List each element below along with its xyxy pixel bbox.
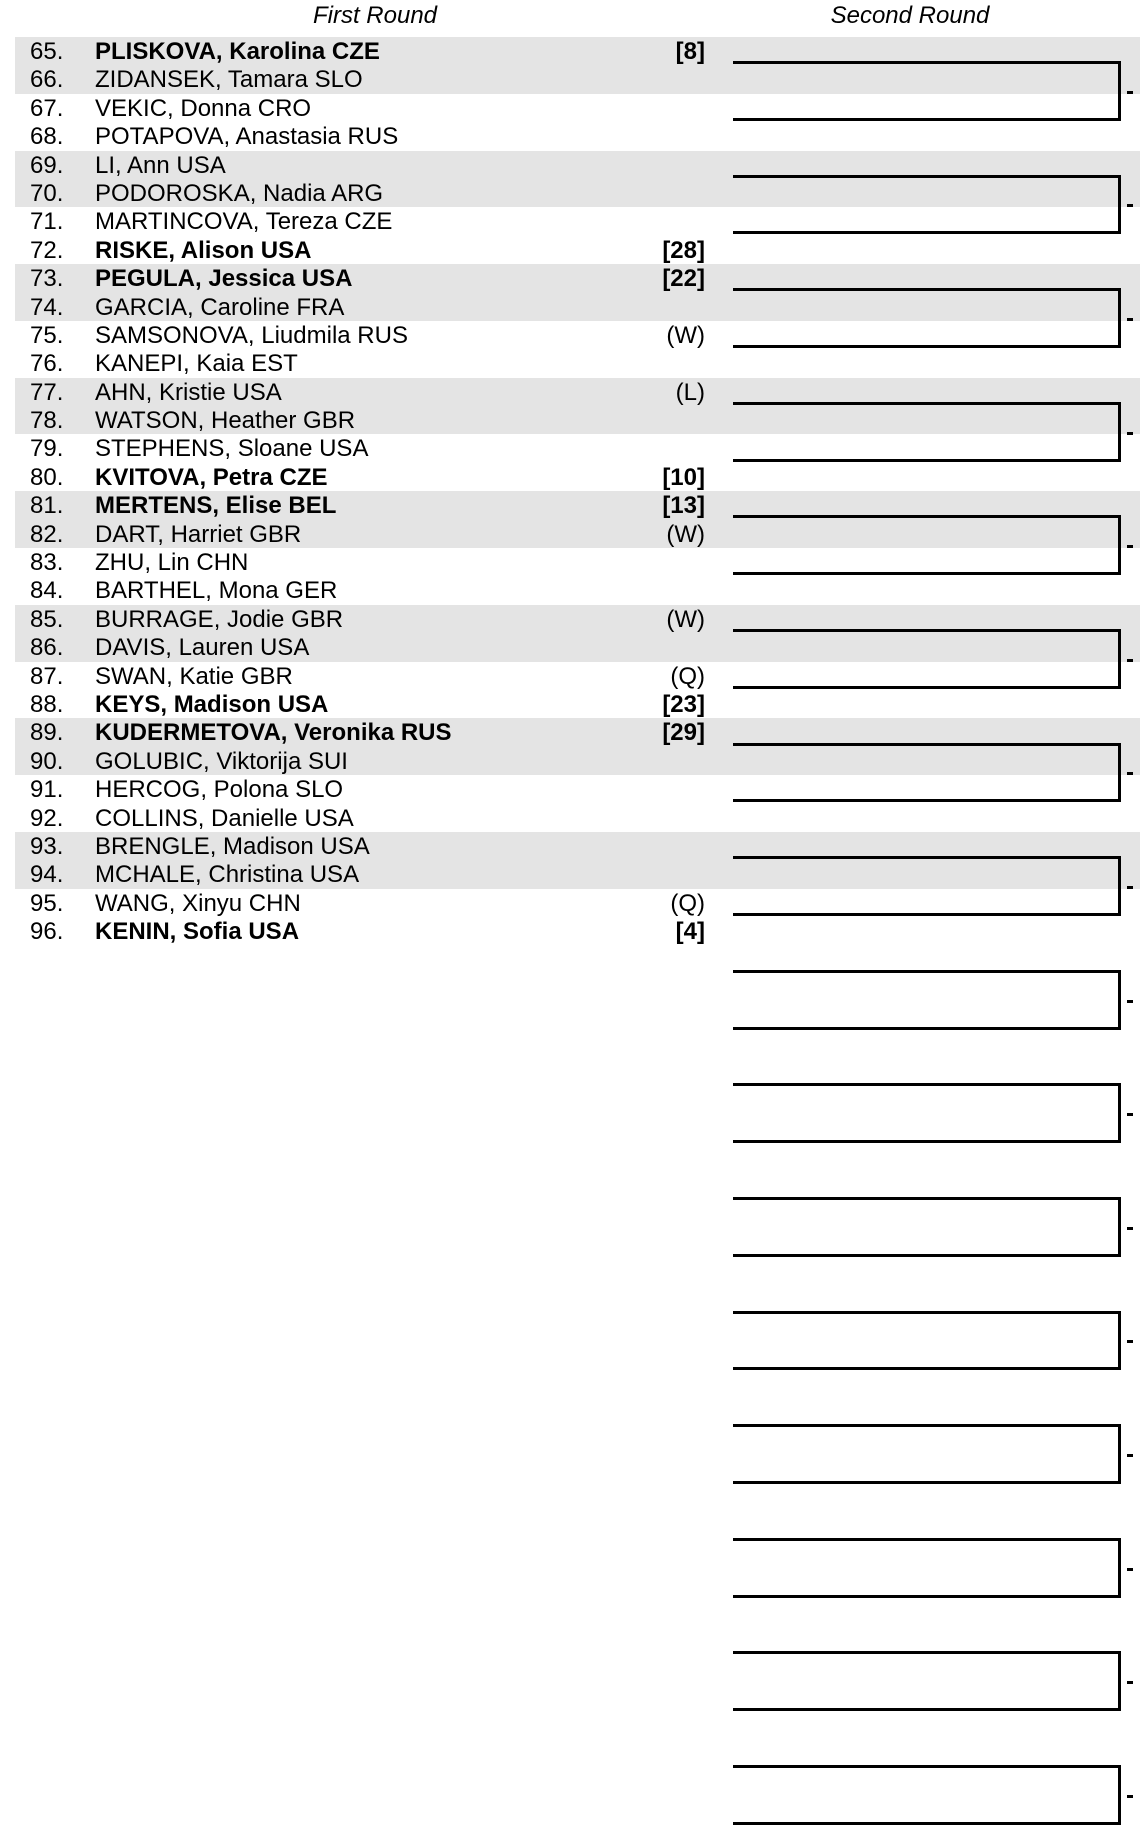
bracket-line	[733, 1765, 1121, 1768]
seed-or-entry: (W)	[666, 605, 705, 633]
seed-or-entry: [23]	[662, 690, 705, 718]
draw-position: 74.	[30, 293, 64, 321]
draw-row	[0, 264, 1140, 292]
draw-position: 92.	[30, 804, 64, 832]
seed-or-entry: (Q)	[670, 889, 705, 917]
player-name: WATSON, Heather GBR	[95, 407, 356, 435]
bracket-line	[1118, 1424, 1121, 1484]
draw-position: 76.	[30, 350, 64, 378]
bracket-line	[733, 1027, 1121, 1030]
bracket-line	[733, 1197, 1121, 1200]
bracket-line	[733, 1311, 1121, 1314]
draw-position: 85.	[30, 605, 64, 633]
draw-position: 91.	[30, 776, 64, 804]
seed-or-entry: [8]	[675, 38, 705, 65]
bracket-line	[733, 1254, 1121, 1257]
player-name: STEPHENS, Sloane USA	[95, 435, 369, 463]
draw-position: 77.	[30, 378, 64, 406]
draw-position: 81.	[30, 492, 64, 520]
seed-or-entry: (L)	[675, 378, 705, 406]
draw-row	[0, 122, 1140, 150]
draw-row	[0, 406, 1140, 434]
draw-row	[0, 151, 1140, 179]
draw-position: 93.	[30, 832, 64, 860]
player-name: WANG, Xinyu CHN	[95, 889, 301, 917]
draw-row	[0, 321, 1140, 349]
draw-row	[0, 94, 1140, 122]
player-name: ZIDANSEK, Tamara SLO	[95, 66, 363, 94]
draw-row	[0, 463, 1140, 491]
player-name: MERTENS, Elise BEL	[95, 492, 337, 520]
bracket-connector	[1127, 1113, 1133, 1116]
player-name: POTAPOVA, Anastasia RUS	[95, 123, 399, 151]
player-name: SWAN, Katie GBR	[95, 662, 293, 690]
draw-row	[0, 520, 1140, 548]
bracket-line	[1118, 1311, 1121, 1371]
seed-or-entry: [29]	[662, 719, 705, 747]
draw-row	[0, 633, 1140, 661]
draw-row	[0, 491, 1140, 519]
second-round-header: Second Round	[830, 2, 990, 29]
draw-list	[0, 37, 1140, 946]
player-name: LI, Ann USA	[95, 151, 226, 179]
player-name: BURRAGE, Jodie GBR	[95, 605, 344, 633]
first-round-header: First Round	[312, 2, 438, 29]
player-name: COLLINS, Danielle USA	[95, 804, 354, 832]
player-name: GARCIA, Caroline FRA	[95, 293, 345, 321]
draw-row	[0, 690, 1140, 718]
seed-or-entry: [13]	[662, 492, 705, 520]
bracket-connector	[1127, 1454, 1133, 1457]
draw-row	[0, 804, 1140, 832]
second-round-slot-pair	[733, 1311, 1121, 1371]
draw-row	[0, 662, 1140, 690]
player-name: KEYS, Madison USA	[95, 690, 329, 718]
player-name: PEGULA, Jessica USA	[95, 265, 353, 293]
player-name: ZHU, Lin CHN	[95, 549, 249, 577]
draw-row	[0, 65, 1140, 93]
player-name: BRENGLE, Madison USA	[95, 832, 370, 860]
player-name: KENIN, Sofia USA	[95, 918, 300, 946]
draw-position: 79.	[30, 435, 64, 463]
bracket-line	[1118, 1197, 1121, 1257]
draw-row	[0, 775, 1140, 803]
player-name: PODOROSKA, Nadia ARG	[95, 179, 384, 207]
draw-position: 78.	[30, 407, 64, 435]
draw-row	[0, 747, 1140, 775]
seed-or-entry: [10]	[662, 463, 705, 491]
player-name: DART, Harriet GBR	[95, 520, 302, 548]
draw-position: 82.	[30, 520, 64, 548]
draw-position: 87.	[30, 662, 64, 690]
draw-row	[0, 236, 1140, 264]
draw-position: 71.	[30, 208, 64, 236]
draw-row	[0, 293, 1140, 321]
draw-position: 65.	[30, 38, 64, 65]
player-name: BARTHEL, Mona GER	[95, 577, 338, 605]
draw-row	[0, 548, 1140, 576]
draw-position: 90.	[30, 747, 64, 775]
bracket-line	[733, 1367, 1121, 1370]
draw-position: 89.	[30, 719, 64, 747]
bracket-line	[733, 1083, 1121, 1086]
draw-position: 80.	[30, 463, 64, 491]
draw-position: 68.	[30, 123, 64, 151]
draw-position: 94.	[30, 861, 64, 889]
draw-position: 96.	[30, 918, 64, 946]
seed-or-entry: [22]	[662, 265, 705, 293]
draw-position: 66.	[30, 66, 64, 94]
bracket-line	[733, 1140, 1121, 1143]
second-round-slot-pair	[733, 1538, 1121, 1598]
player-name: KANEPI, Kaia EST	[95, 350, 298, 378]
second-round-slot-pair	[733, 1424, 1121, 1484]
bracket-connector	[1127, 1568, 1133, 1571]
player-name: DAVIS, Lauren USA	[95, 634, 310, 662]
draw-row	[0, 37, 1140, 65]
draw-row	[0, 434, 1140, 462]
bracket-line	[733, 1538, 1121, 1541]
player-name: AHN, Kristie USA	[95, 378, 282, 406]
draw-row	[0, 605, 1140, 633]
draw-position: 86.	[30, 634, 64, 662]
bracket-connector	[1127, 1795, 1133, 1798]
player-name: RISKE, Alison USA	[95, 236, 312, 264]
bracket-line	[733, 970, 1121, 973]
player-name: HERCOG, Polona SLO	[95, 776, 344, 804]
draw-position: 75.	[30, 321, 64, 349]
player-name: GOLUBIC, Viktorija SUI	[95, 747, 348, 775]
bracket-line	[733, 1481, 1121, 1484]
draw-position: 95.	[30, 889, 64, 917]
bracket-line	[733, 1595, 1121, 1598]
bracket-line	[733, 1708, 1121, 1711]
player-name: VEKIC, Donna CRO	[95, 94, 312, 122]
draw-position: 69.	[30, 151, 64, 179]
player-name: MCHALE, Christina USA	[95, 861, 360, 889]
draw-position: 70.	[30, 179, 64, 207]
draw-position: 73.	[30, 265, 64, 293]
draw-row	[0, 576, 1140, 604]
second-round-slot-pair	[733, 970, 1121, 1030]
second-round-slot-pair	[733, 1197, 1121, 1257]
seed-or-entry: (W)	[666, 520, 705, 548]
bracket-line	[1118, 1651, 1121, 1711]
draw-row	[0, 889, 1140, 917]
bracket-connector	[1127, 1681, 1133, 1684]
draw-row	[0, 349, 1140, 377]
draw-row	[0, 860, 1140, 888]
draw-position: 67.	[30, 94, 64, 122]
player-name: KUDERMETOVA, Veronika RUS	[95, 719, 452, 747]
draw-row	[0, 832, 1140, 860]
bracket-line	[1118, 970, 1121, 1030]
seed-or-entry: [4]	[675, 918, 705, 946]
bracket-line	[1118, 1538, 1121, 1598]
player-name: MARTINCOVA, Tereza CZE	[95, 208, 393, 236]
bracket-line	[1118, 1765, 1121, 1825]
draw-position: 72.	[30, 236, 64, 264]
draw-position: 88.	[30, 690, 64, 718]
player-name: SAMSONOVA, Liudmila RUS	[95, 321, 408, 349]
draw-row	[0, 378, 1140, 406]
second-round-slot-pair	[733, 1765, 1121, 1825]
bracket-connector	[1127, 1000, 1133, 1003]
seed-or-entry: (Q)	[670, 662, 705, 690]
draw-row	[0, 207, 1140, 235]
bracket-line	[733, 1822, 1121, 1825]
bracket-connector	[1127, 1340, 1133, 1343]
second-round-slot-pair	[733, 1083, 1121, 1143]
seed-or-entry: [28]	[662, 236, 705, 264]
draw-position: 84.	[30, 577, 64, 605]
bracket-line	[1118, 1083, 1121, 1143]
draw-position: 83.	[30, 549, 64, 577]
draw-row	[0, 718, 1140, 746]
bracket-line	[733, 1424, 1121, 1427]
player-name: KVITOVA, Petra CZE	[95, 463, 328, 491]
player-name: PLISKOVA, Karolina CZE	[95, 38, 380, 65]
seed-or-entry: (W)	[666, 321, 705, 349]
bracket-line	[733, 1651, 1121, 1654]
draw-row	[0, 917, 1140, 945]
draw-row	[0, 179, 1140, 207]
bracket-connector	[1127, 1227, 1133, 1230]
second-round-slot-pair	[733, 1651, 1121, 1711]
